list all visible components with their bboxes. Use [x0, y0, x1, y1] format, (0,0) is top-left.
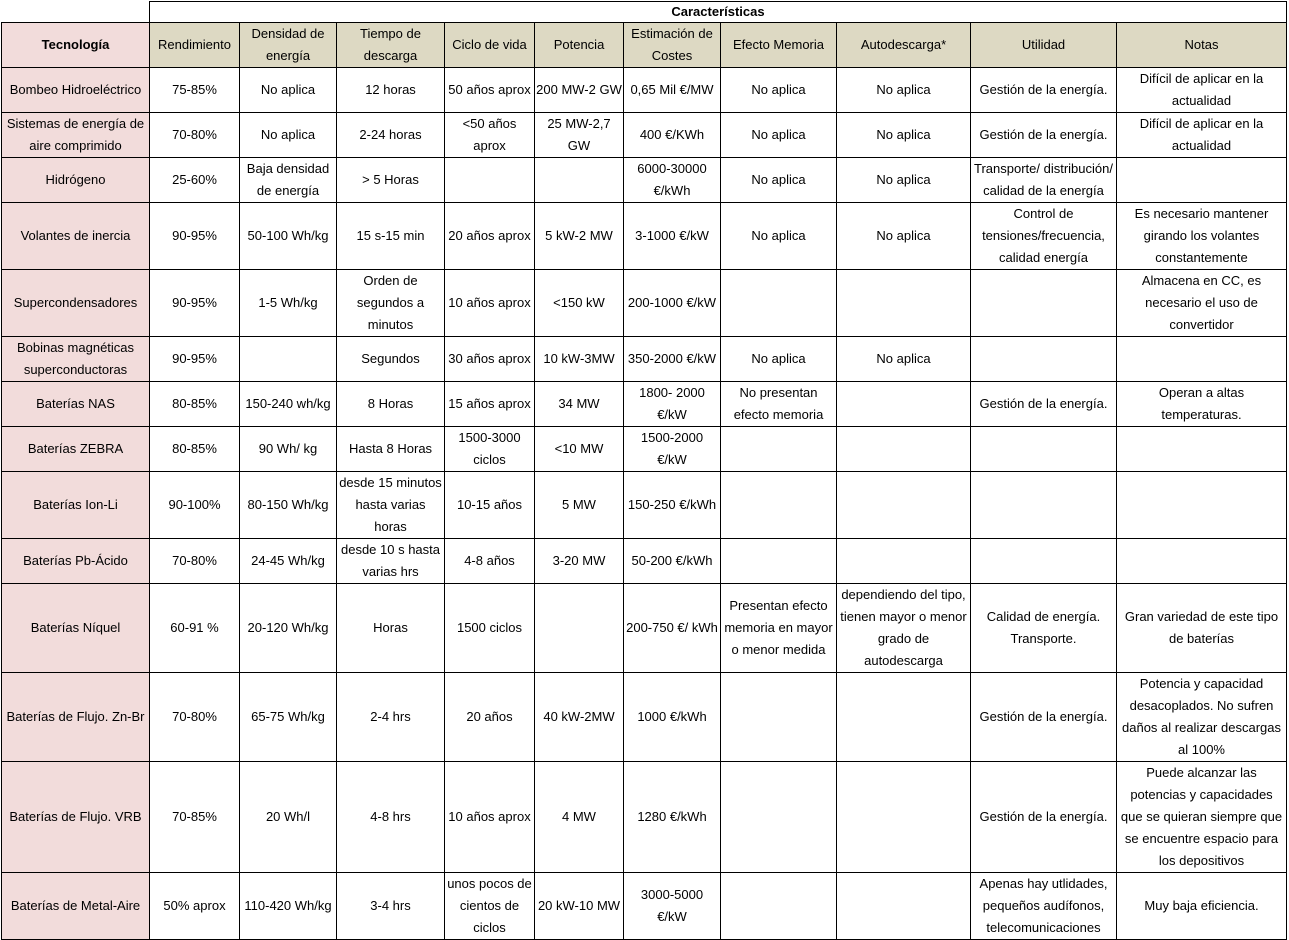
table-cell: 65-75 Wh/kg	[240, 673, 337, 762]
table-cell: Es necesario mantener girando los volantes constantemente	[1117, 203, 1287, 270]
table-row	[2, 68, 1287, 113]
table-cell: 2-4 hrs	[337, 673, 445, 762]
table-cell: 50-200 €/kWh	[624, 539, 721, 584]
table-cell: 90-95%	[150, 337, 240, 382]
table-cell	[837, 270, 971, 337]
table-cell	[1117, 158, 1287, 203]
row-header-cell: Volantes de inercia	[2, 203, 150, 270]
table-cell: 90 Wh/ kg	[240, 427, 337, 472]
row-header-cell: Baterías de Flujo. Zn-Br	[2, 673, 150, 762]
table-cell: 90-95%	[150, 270, 240, 337]
table-cell: 34 MW	[535, 382, 624, 427]
column-header: Potencia	[535, 23, 624, 68]
table-cell: 4 MW	[535, 762, 624, 873]
table-cell: 150-250 €/kWh	[624, 472, 721, 539]
table-cell: 4-8 hrs	[337, 762, 445, 873]
table-cell: No aplica	[837, 337, 971, 382]
table-cell: 80-85%	[150, 382, 240, 427]
table-row	[2, 382, 1287, 427]
column-header: Estimación de Costes	[624, 23, 721, 68]
table-cell: Apenas hay utlidades, pequeños audífonos, telecomunicaciones	[971, 873, 1117, 940]
characteristics-table	[1, 1, 1287, 940]
table-cell: desde 15 minutos hasta varias horas	[337, 472, 445, 539]
table-cell: Gran variedad de este tipo de baterías	[1117, 584, 1287, 673]
table-cell	[837, 427, 971, 472]
table-cell: 20-120 Wh/kg	[240, 584, 337, 673]
table-cell: 150-240 wh/kg	[240, 382, 337, 427]
table-cell: Horas	[337, 584, 445, 673]
column-header: Efecto Memoria	[721, 23, 837, 68]
table-cell: Orden de segundos a minutos	[337, 270, 445, 337]
table-cell: unos pocos de cientos de ciclos	[445, 873, 535, 940]
table-cell: 3-20 MW	[535, 539, 624, 584]
table-cell	[721, 873, 837, 940]
table-cell: > 5 Horas	[337, 158, 445, 203]
table-cell: 4-8 años	[445, 539, 535, 584]
row-header-cell: Baterías Ion-Li	[2, 472, 150, 539]
column-header: Ciclo de vida	[445, 23, 535, 68]
table-row	[2, 762, 1287, 873]
table-cell: dependiendo del tipo, tienen mayor o menor grado de autodescarga	[837, 584, 971, 673]
table-cell: 0,65 Mil €/MW	[624, 68, 721, 113]
column-header: Utilidad	[971, 23, 1117, 68]
table-body	[2, 2, 1287, 940]
column-header: Notas	[1117, 23, 1287, 68]
table-cell: Calidad de energía. Transporte.	[971, 584, 1117, 673]
table-cell: <50 años aprox	[445, 113, 535, 158]
corner-cell	[2, 2, 150, 23]
table-cell: 1000 €/kWh	[624, 673, 721, 762]
table-cell: <150 kW	[535, 270, 624, 337]
table-row	[2, 427, 1287, 472]
group-header-row	[2, 2, 1287, 23]
table-cell	[535, 584, 624, 673]
row-header-cell: Baterías Níquel	[2, 584, 150, 673]
table-cell: 20 años aprox	[445, 203, 535, 270]
table-cell: 3000-5000 €/kW	[624, 873, 721, 940]
table-cell: 350-2000 €/kW	[624, 337, 721, 382]
table-cell	[971, 270, 1117, 337]
table-cell: No aplica	[837, 113, 971, 158]
table-cell: Segundos	[337, 337, 445, 382]
table-cell: 40 kW-2MW	[535, 673, 624, 762]
table-cell	[837, 539, 971, 584]
table-row	[2, 203, 1287, 270]
row-header-cell: Bobinas magnéticas superconductoras	[2, 337, 150, 382]
table-cell: Puede alcanzar las potencias y capacidades que se quieran siempre que se encuentre espacio para los depositivos	[1117, 762, 1287, 873]
table-cell: Gestión de la energía.	[971, 673, 1117, 762]
table-cell	[837, 382, 971, 427]
table-cell: 70-85%	[150, 762, 240, 873]
table-cell: 12 horas	[337, 68, 445, 113]
table-cell: 6000-30000 €/kWh	[624, 158, 721, 203]
table-cell: 70-80%	[150, 113, 240, 158]
table-cell: 10 años aprox	[445, 762, 535, 873]
table-cell: Gestión de la energía.	[971, 382, 1117, 427]
table-cell: 1500-3000 ciclos	[445, 427, 535, 472]
table-cell: No aplica	[721, 113, 837, 158]
table-cell: Transporte/ distribución/ calidad de la energía	[971, 158, 1117, 203]
table-cell: 15 años aprox	[445, 382, 535, 427]
table-cell	[837, 873, 971, 940]
table-cell: 1500 ciclos	[445, 584, 535, 673]
table-row	[2, 673, 1287, 762]
table-cell: 200-750 €/ kWh	[624, 584, 721, 673]
table-cell: 200 MW-2 GW	[535, 68, 624, 113]
table-cell	[837, 673, 971, 762]
row-header-cell: Supercondensadores	[2, 270, 150, 337]
table-cell	[1117, 539, 1287, 584]
table-cell	[971, 427, 1117, 472]
table-cell: 20 kW-10 MW	[535, 873, 624, 940]
table-cell	[721, 427, 837, 472]
table-cell: Gestión de la energía.	[971, 113, 1117, 158]
table-cell: No presentan efecto memoria	[721, 382, 837, 427]
table-cell: No aplica	[721, 68, 837, 113]
table-cell	[837, 762, 971, 873]
column-header: Tiempo de descarga	[337, 23, 445, 68]
table-cell: 8 Horas	[337, 382, 445, 427]
table-cell: 25 MW-2,7 GW	[535, 113, 624, 158]
table-row	[2, 270, 1287, 337]
table-cell: 1-5 Wh/kg	[240, 270, 337, 337]
table-cell: 10 años aprox	[445, 270, 535, 337]
table-row	[2, 337, 1287, 382]
table-cell	[535, 158, 624, 203]
table-cell: Hasta 8 Horas	[337, 427, 445, 472]
table-cell: 50 años aprox	[445, 68, 535, 113]
table-cell: Control de tensiones/frecuencia, calidad energía	[971, 203, 1117, 270]
table-cell: 20 Wh/l	[240, 762, 337, 873]
table-cell: 400 €/KWh	[624, 113, 721, 158]
table-cell: Gestión de la energía.	[971, 68, 1117, 113]
table-cell: <10 MW	[535, 427, 624, 472]
table-cell: 70-80%	[150, 539, 240, 584]
table-row	[2, 873, 1287, 940]
group-header: Características	[150, 2, 1287, 23]
table-cell: 75-85%	[150, 68, 240, 113]
table-cell: 80-85%	[150, 427, 240, 472]
table-cell	[721, 673, 837, 762]
table-cell: No aplica	[240, 68, 337, 113]
row-header-cell: Bombeo Hidroeléctrico	[2, 68, 150, 113]
table-cell: No aplica	[837, 203, 971, 270]
table-row	[2, 158, 1287, 203]
row-header-cell: Baterías de Metal-Aire	[2, 873, 150, 940]
table-cell	[445, 158, 535, 203]
table-cell: Baja densidad de energía	[240, 158, 337, 203]
row-header-cell: Baterías ZEBRA	[2, 427, 150, 472]
column-header: Rendimiento	[150, 23, 240, 68]
table-cell: Difícil de aplicar en la actualidad	[1117, 68, 1287, 113]
table-cell: No aplica	[721, 203, 837, 270]
table-cell: 70-80%	[150, 673, 240, 762]
table-cell	[837, 472, 971, 539]
column-header: Autodescarga*	[837, 23, 971, 68]
row-header-cell: Hidrógeno	[2, 158, 150, 203]
table-cell: 5 kW-2 MW	[535, 203, 624, 270]
table-cell: 90-100%	[150, 472, 240, 539]
table-cell: 60-91 %	[150, 584, 240, 673]
table-cell	[971, 337, 1117, 382]
table-cell	[721, 762, 837, 873]
table-cell	[971, 539, 1117, 584]
table-cell: Potencia y capacidad desacoplados. No sufren daños al realizar descargas al 100%	[1117, 673, 1287, 762]
table-cell: 1280 €/kWh	[624, 762, 721, 873]
table-cell	[971, 472, 1117, 539]
table-row	[2, 584, 1287, 673]
table-cell: Almacena en CC, es necesario el uso de convertidor	[1117, 270, 1287, 337]
table-cell	[1117, 337, 1287, 382]
table-cell: 20 años	[445, 673, 535, 762]
table-cell: 50% aprox	[150, 873, 240, 940]
table-cell	[240, 337, 337, 382]
table-cell: No aplica	[240, 113, 337, 158]
table-cell: 3-1000 €/kW	[624, 203, 721, 270]
table-cell: 15 s-15 min	[337, 203, 445, 270]
table-row	[2, 113, 1287, 158]
table-cell	[1117, 472, 1287, 539]
column-header: Densidad de energía	[240, 23, 337, 68]
table-cell: No aplica	[721, 337, 837, 382]
table-cell	[721, 472, 837, 539]
table-cell: 1800- 2000 €/kW	[624, 382, 721, 427]
table-cell: 50-100 Wh/kg	[240, 203, 337, 270]
table-cell: 3-4 hrs	[337, 873, 445, 940]
table-cell: 1500-2000 €/kW	[624, 427, 721, 472]
table-cell: No aplica	[721, 158, 837, 203]
table-cell: 10 kW-3MW	[535, 337, 624, 382]
row-header-cell: Sistemas de energía de aire comprimido	[2, 113, 150, 158]
table-cell: 110-420 Wh/kg	[240, 873, 337, 940]
table-cell: No aplica	[837, 68, 971, 113]
table-cell: 5 MW	[535, 472, 624, 539]
table-cell	[721, 270, 837, 337]
table-row	[2, 472, 1287, 539]
table-cell: Operan a altas temperaturas.	[1117, 382, 1287, 427]
table-cell	[721, 539, 837, 584]
table-row	[2, 539, 1287, 584]
table-cell: Muy baja eficiencia.	[1117, 873, 1287, 940]
table-cell: 10-15 años	[445, 472, 535, 539]
table-cell: 90-95%	[150, 203, 240, 270]
row-header-cell: Baterías de Flujo. VRB	[2, 762, 150, 873]
column-header: Tecnología	[2, 23, 150, 68]
table-cell: desde 10 s hasta varias hrs	[337, 539, 445, 584]
table-cell: No aplica	[837, 158, 971, 203]
table-cell: 30 años aprox	[445, 337, 535, 382]
row-header-cell: Baterías NAS	[2, 382, 150, 427]
table-cell: 24-45 Wh/kg	[240, 539, 337, 584]
table-cell	[1117, 427, 1287, 472]
table-cell: 200-1000 €/kW	[624, 270, 721, 337]
table-cell: Presentan efecto memoria en mayor o menor medida	[721, 584, 837, 673]
table-cell: 25-60%	[150, 158, 240, 203]
table-cell: Difícil de aplicar en la actualidad	[1117, 113, 1287, 158]
row-header-cell: Baterías Pb-Ácido	[2, 539, 150, 584]
table-cell: 2-24 horas	[337, 113, 445, 158]
column-header-row	[2, 23, 1287, 68]
table-cell: Gestión de la energía.	[971, 762, 1117, 873]
table-cell: 80-150 Wh/kg	[240, 472, 337, 539]
